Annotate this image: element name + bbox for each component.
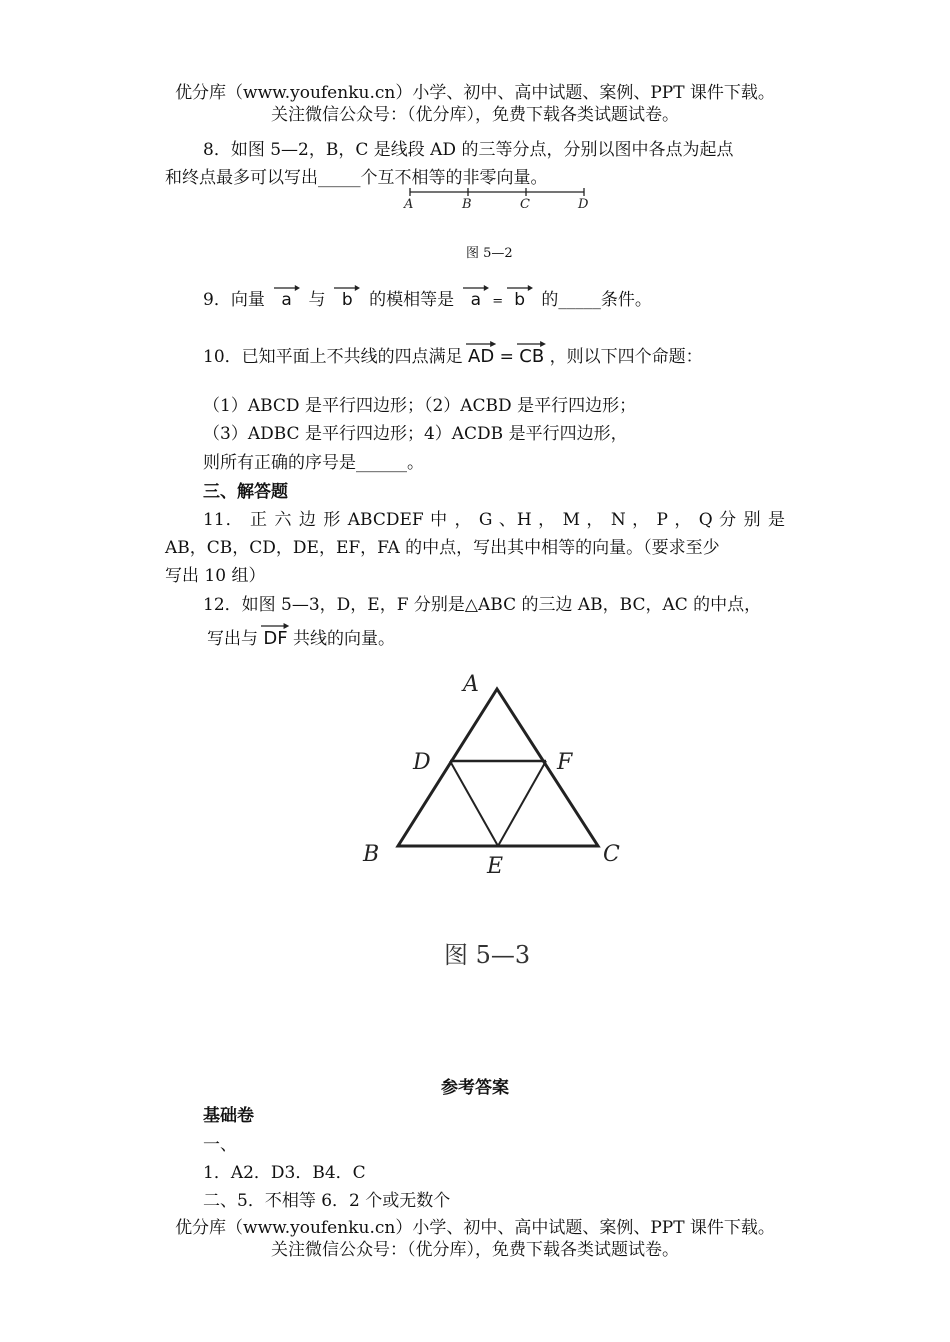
section-3-title: 三、解答题: [203, 482, 288, 502]
label-a: A: [463, 672, 479, 697]
segment-de: [450, 761, 498, 846]
q11-line-2: AB，CB，CD，DE，EF，FA 的中点，写出其中相等的向量。（要求至少: [165, 538, 720, 558]
header-line-1: 优分库（www.youfenku.cn）小学、初中、高中试题、案例、PPT 课件下载。: [175, 83, 775, 103]
figure-5-3-caption: 图 5—3: [444, 941, 531, 969]
footer-line-2: 关注微信公众号：（优分库），免费下载各类试题试卷。: [271, 1240, 679, 1260]
label-f: F: [557, 750, 573, 775]
q9-mid: 的模相等是: [369, 290, 455, 310]
answers-part-1: 一、: [203, 1135, 237, 1155]
q10-line-3: （3）ADBC 是平行四边形；4）ACDB 是平行四边形，: [203, 424, 628, 444]
segment-fe: [498, 761, 546, 846]
vector-df: DF: [263, 622, 287, 649]
q12-line-1: 12．如图 5—3，D，E，F 分别是△ABC 的三边 AB，BC，AC 的中点，: [203, 595, 762, 615]
q9-line: [203, 284, 652, 310]
answers-title: 参考答案: [441, 1078, 509, 1098]
q12-line-2: [207, 622, 395, 649]
label-c: C: [603, 842, 620, 867]
q9-suffix: 的_____条件。: [541, 290, 652, 310]
header-line-2: 关注微信公众号：（优分库），免费下载各类试题试卷。: [271, 105, 679, 125]
q10-line-4: 则所有正确的序号是______。: [203, 453, 424, 473]
vector-ad: AD: [468, 340, 494, 367]
q11-line-3: 写出 10 组）: [165, 566, 266, 586]
fig52-label-d: D: [578, 197, 589, 212]
fig52-label-b: B: [462, 197, 472, 212]
fig52-label-c: C: [520, 197, 530, 212]
answers-subtitle: 基础卷: [203, 1106, 254, 1126]
figure-5-2-segment: [400, 186, 600, 212]
q12-suffix: 共线的向量。: [293, 629, 396, 649]
q10-eq: =: [499, 347, 514, 367]
q10-prefix: 10．已知平面上不共线的四点满足: [203, 347, 463, 367]
q9-with: 与: [308, 290, 326, 310]
q10-line-2: （1）ABCD 是平行四边形；（2）ACBD 是平行四边形；: [203, 396, 637, 416]
label-b: B: [363, 842, 380, 867]
figure-5-2-caption: 图 5—2: [466, 246, 513, 261]
vector-a-2: a: [465, 284, 487, 310]
q10-suffix: ，则以下四个命题：: [549, 347, 703, 367]
q12-prefix: 写出与: [207, 629, 258, 649]
q8-text-1: 8．如图 5—2，B，C 是线段 AD 的三等分点，分别以图中各点为起点: [203, 140, 734, 160]
label-d: D: [413, 750, 431, 775]
fig52-label-a: A: [404, 197, 414, 212]
q8-text-2: 和终点最多可以写出_____个互不相等的非零向量。: [165, 168, 548, 188]
q11-line-1: 11． 正 六 边 形 ABCDEF 中 ， G 、H ， M ， N ， P ， Q 分 别 是: [203, 510, 785, 530]
answers-line-1: 1．A2．D3．B4．C: [203, 1163, 366, 1183]
label-e: E: [487, 854, 504, 879]
footer-line-1: 优分库（www.youfenku.cn）小学、初中、高中试题、案例、PPT 课件下载。: [175, 1218, 775, 1238]
vector-b: b: [336, 284, 358, 310]
vector-b-2: b: [509, 284, 531, 310]
q9-prefix: 9．向量: [203, 290, 265, 310]
q10-line-1: [203, 340, 703, 367]
figure-5-3-triangle: [355, 665, 635, 885]
answers-line-2: 二、5．不相等 6．2 个或无数个: [203, 1191, 451, 1211]
vector-a: a: [276, 284, 298, 310]
q9-eq: =: [492, 294, 504, 309]
vector-cb: CB: [519, 340, 544, 367]
